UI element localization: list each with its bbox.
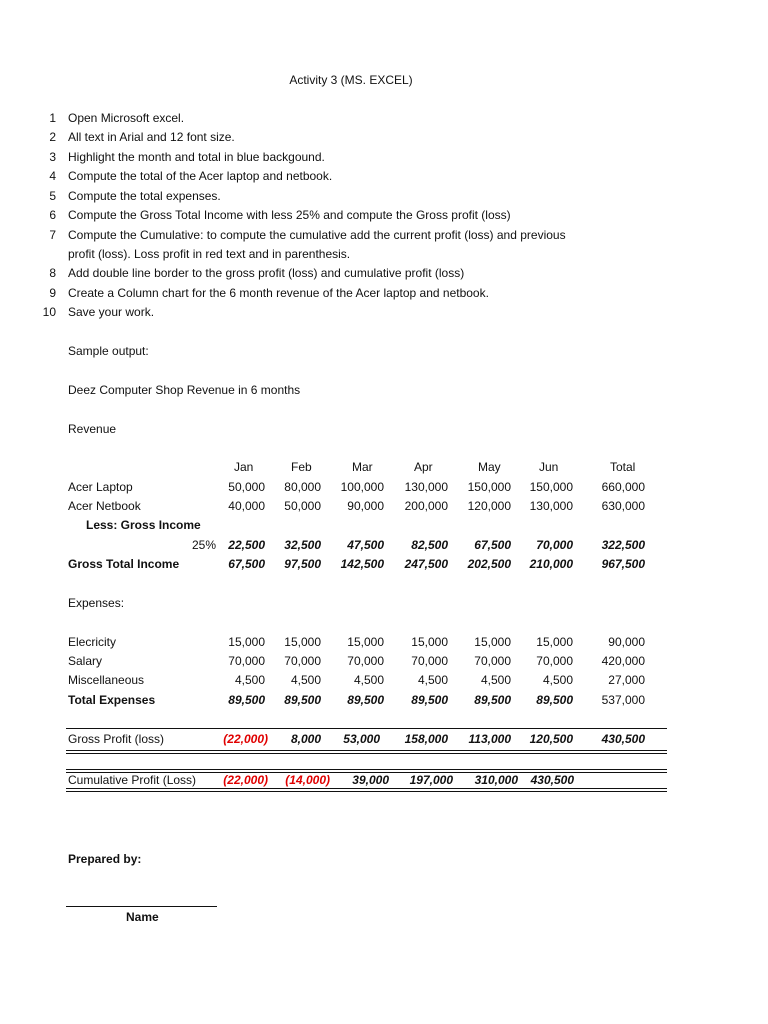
cell-acer-netbook: 630,000 <box>601 499 645 513</box>
step-number: 9 <box>49 286 56 300</box>
shop-title: Deez Computer Shop Revenue in 6 months <box>68 383 301 397</box>
cell-total-expenses: 89,500 <box>347 693 384 707</box>
cell-misc: 27,000 <box>608 673 645 687</box>
cell-gross-profit: 113,000 <box>468 732 511 746</box>
cell-gross-total: 247,500 <box>404 557 448 571</box>
month-header: Apr <box>414 460 433 474</box>
cell-gross-total: 967,500 <box>601 557 645 571</box>
cell-gross-profit: 158,000 <box>404 732 448 746</box>
row-label-gross-profit: Gross Profit (loss) <box>68 732 165 746</box>
step-text: Compute the Cumulative: to compute the cumulative add the current profit (loss) and previous <box>68 228 566 242</box>
step-number: 5 <box>49 189 56 203</box>
cell-less-25: 82,500 <box>411 538 448 552</box>
cell-salary: 70,000 <box>347 654 384 668</box>
cell-acer-netbook: 40,000 <box>228 499 265 513</box>
step-text: Open Microsoft excel. <box>68 111 185 125</box>
cell-misc: 4,500 <box>290 673 321 687</box>
cell-gross-profit: 8,000 <box>290 732 321 746</box>
cell-gross-profit: 53,000 <box>343 732 380 746</box>
cell-less-25: 70,000 <box>536 538 573 552</box>
row-label-less-25: 25% <box>192 538 217 552</box>
row-label-cumulative: Cumulative Profit (Loss) <box>68 773 197 787</box>
cell-electricity: 90,000 <box>608 635 645 649</box>
cell-cumulative: 39,000 <box>352 773 389 787</box>
cell-electricity: 15,000 <box>411 635 448 649</box>
cell-total-expenses: 89,500 <box>228 693 265 707</box>
cell-cumulative: 197,000 <box>409 773 453 787</box>
gross-profit-double-border <box>66 750 667 754</box>
name-label: Name <box>126 910 159 924</box>
cell-electricity: 15,000 <box>536 635 573 649</box>
cell-gross-total: 142,500 <box>340 557 384 571</box>
step-text: Highlight the month and total in blue backgound. <box>68 150 325 164</box>
cell-electricity: 15,000 <box>347 635 384 649</box>
step-text-continued: profit (loss). Loss profit in red text and in parenthesis. <box>68 247 351 261</box>
cell-acer-laptop: 80,000 <box>284 480 321 494</box>
month-header: Jun <box>539 460 559 474</box>
cell-salary: 420,000 <box>601 654 645 668</box>
cell-acer-laptop: 130,000 <box>404 480 448 494</box>
cell-acer-netbook: 120,000 <box>467 499 511 513</box>
step-number: 1 <box>49 111 56 125</box>
month-header: May <box>478 460 501 474</box>
cell-acer-netbook: 50,000 <box>284 499 321 513</box>
cell-misc: 4,500 <box>353 673 384 687</box>
row-label-acer-laptop: Acer Laptop <box>68 480 133 494</box>
cell-acer-laptop: 150,000 <box>467 480 511 494</box>
cell-less-25: 47,500 <box>347 538 384 552</box>
sample-output-label: Sample output: <box>68 344 149 358</box>
cell-acer-laptop: 100,000 <box>340 480 384 494</box>
cell-cumulative: 310,000 <box>474 773 518 787</box>
month-header: Jan <box>234 460 254 474</box>
cell-less-25: 67,500 <box>474 538 511 552</box>
step-text: Create a Column chart for the 6 month revenue of the Acer laptop and netbook. <box>68 286 489 300</box>
expenses-label: Expenses: <box>68 596 125 610</box>
cell-misc: 4,500 <box>542 673 573 687</box>
cell-cumulative: (14,000) <box>285 773 330 787</box>
cell-acer-netbook: 130,000 <box>529 499 573 513</box>
month-header: Mar <box>352 460 373 474</box>
step-number: 3 <box>49 150 56 164</box>
cumulative-double-border <box>66 788 667 792</box>
signature-line <box>66 906 217 907</box>
cell-electricity: 15,000 <box>228 635 265 649</box>
page-title: Activity 3 (MS. EXCEL) <box>289 73 413 87</box>
cell-acer-laptop: 50,000 <box>228 480 265 494</box>
step-text: Add double line border to the gross profit (loss) and cumulative profit (loss) <box>68 266 465 280</box>
less-gross-income-label: Less: Gross Income <box>86 518 201 532</box>
cell-total-expenses: 89,500 <box>411 693 448 707</box>
cell-less-25: 32,500 <box>284 538 321 552</box>
step-text: Compute the total expenses. <box>68 189 221 203</box>
cell-total-expenses: 89,500 <box>284 693 321 707</box>
cell-acer-netbook: 90,000 <box>347 499 384 513</box>
row-label-electricity: Elecricity <box>68 635 117 649</box>
cell-misc: 4,500 <box>234 673 265 687</box>
cell-total-expenses: 89,500 <box>474 693 511 707</box>
cell-gross-profit: 430,500 <box>601 732 645 746</box>
row-label-total-expenses: Total Expenses <box>68 693 156 707</box>
step-number: 7 <box>49 228 56 242</box>
step-number: 4 <box>49 169 56 183</box>
cell-gross-total: 97,500 <box>284 557 321 571</box>
row-label-misc: Miscellaneous <box>68 673 145 687</box>
cell-gross-total: 210,000 <box>529 557 573 571</box>
step-text: Save your work. <box>68 305 155 319</box>
gross-profit-top-border <box>66 728 667 729</box>
row-label-gross-total: Gross Total Income <box>68 557 180 571</box>
cell-salary: 70,000 <box>284 654 321 668</box>
cell-cumulative: (22,000) <box>223 773 268 787</box>
cell-gross-profit: 120,500 <box>529 732 573 746</box>
cell-gross-profit: (22,000) <box>223 732 268 746</box>
cell-salary: 70,000 <box>536 654 573 668</box>
cell-electricity: 15,000 <box>284 635 321 649</box>
cell-total-expenses: 537,000 <box>601 693 645 707</box>
cell-salary: 70,000 <box>228 654 265 668</box>
cell-gross-total: 67,500 <box>228 557 265 571</box>
step-text: Compute the total of the Acer laptop and netbook. <box>68 169 333 183</box>
total-header: Total <box>610 460 636 474</box>
row-label-acer-netbook: Acer Netbook <box>68 499 141 513</box>
cell-less-25: 322,500 <box>601 538 645 552</box>
row-label-salary: Salary <box>68 654 103 668</box>
cell-misc: 4,500 <box>417 673 448 687</box>
step-number: 6 <box>49 208 56 222</box>
cell-salary: 70,000 <box>411 654 448 668</box>
prepared-by-label: Prepared by: <box>68 852 142 866</box>
cumulative-top-border <box>66 769 667 773</box>
step-number: 8 <box>49 266 56 280</box>
cell-salary: 70,000 <box>474 654 511 668</box>
cell-acer-laptop: 150,000 <box>529 480 573 494</box>
cell-gross-total: 202,500 <box>467 557 511 571</box>
step-text: Compute the Gross Total Income with less 25% and compute the Gross profit (loss) <box>68 208 511 222</box>
step-number: 2 <box>49 130 56 144</box>
cell-misc: 4,500 <box>480 673 511 687</box>
cell-acer-netbook: 200,000 <box>404 499 448 513</box>
cell-less-25: 22,500 <box>228 538 265 552</box>
revenue-label: Revenue <box>68 422 117 436</box>
cell-cumulative: 430,500 <box>530 773 574 787</box>
month-header: Feb <box>291 460 312 474</box>
cell-acer-laptop: 660,000 <box>601 480 645 494</box>
step-text: All text in Arial and 12 font size. <box>68 130 235 144</box>
cell-electricity: 15,000 <box>474 635 511 649</box>
step-number: 10 <box>42 305 56 319</box>
cell-total-expenses: 89,500 <box>536 693 573 707</box>
